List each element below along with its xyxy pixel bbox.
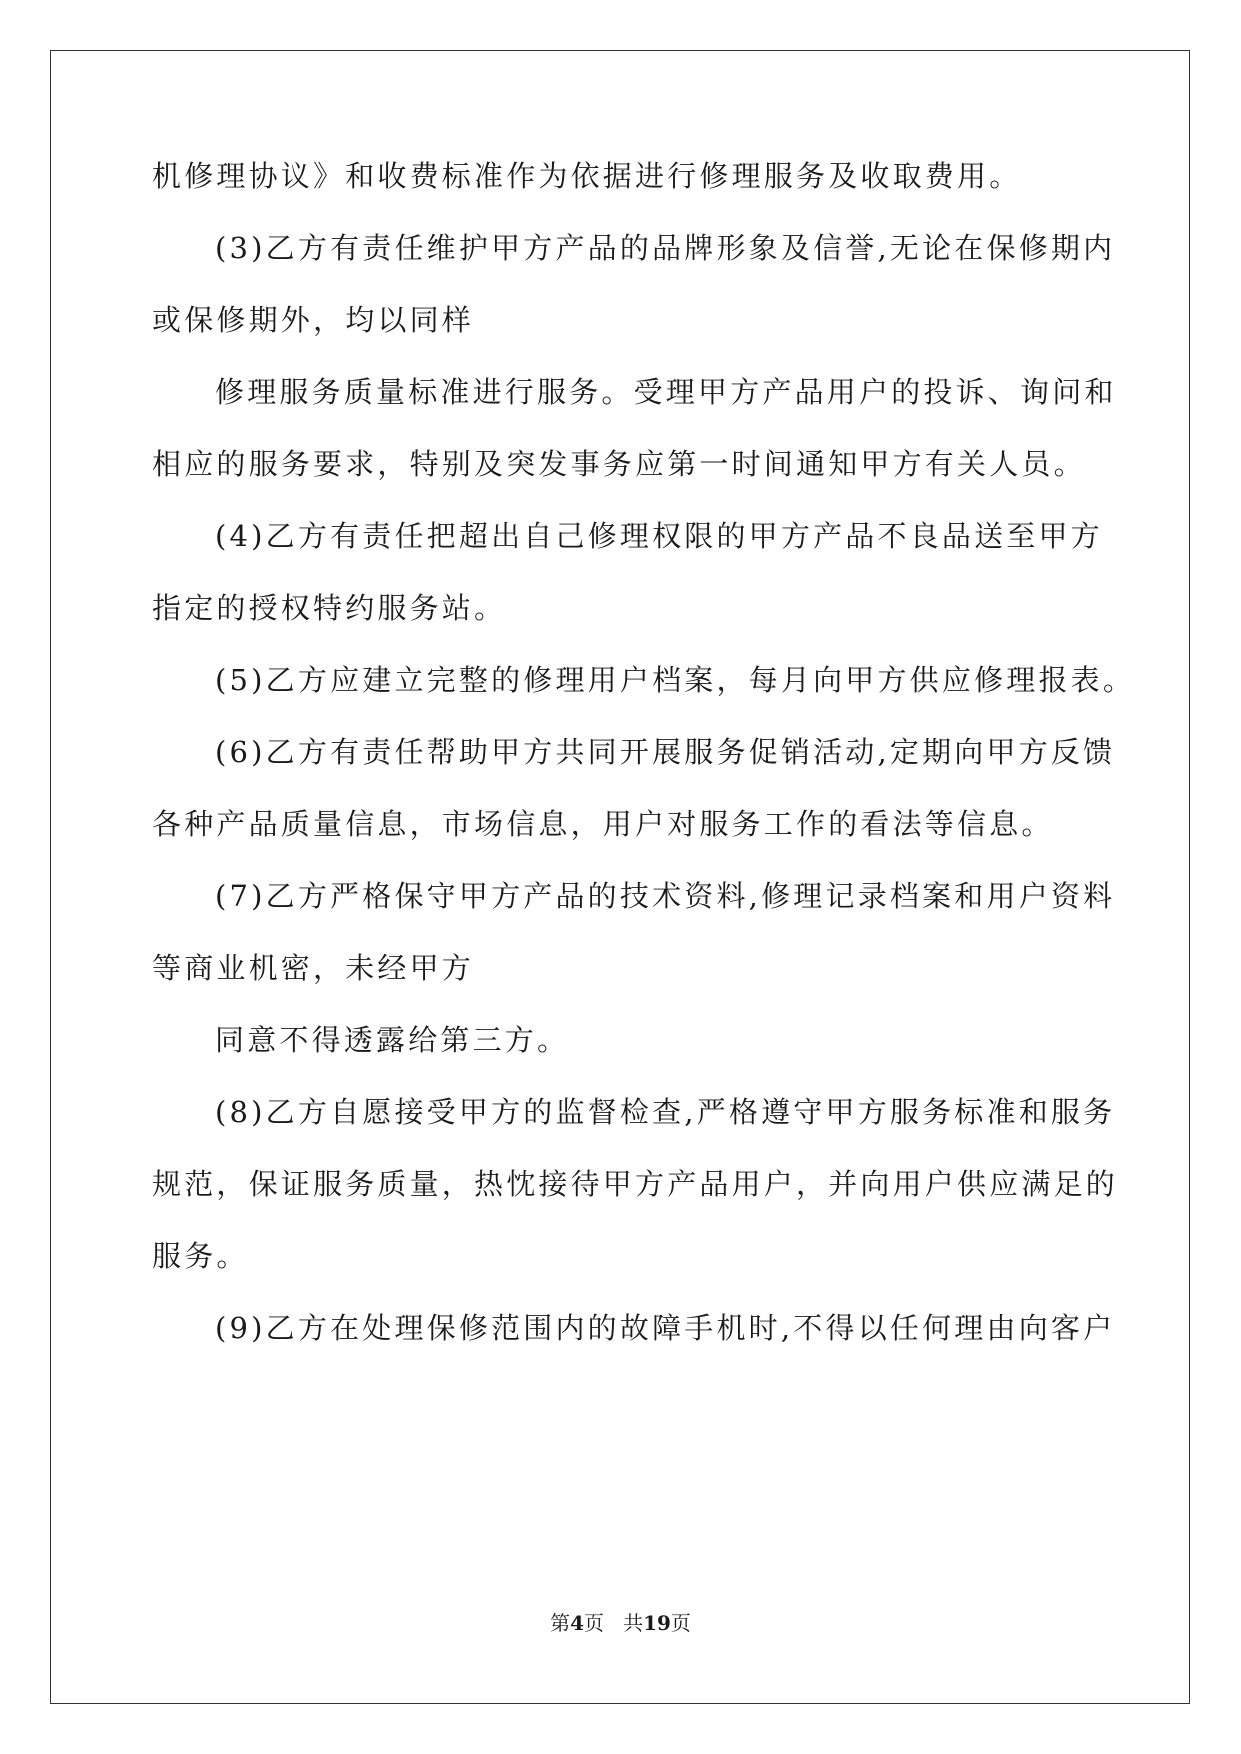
text-line: 规范，保证服务质量，热忱接待甲方产品用户，并向用户供应满足的 — [152, 1167, 1119, 1201]
text-line: 等商业机密，未经甲方 — [152, 951, 475, 985]
text-line: (9)乙方在处理保修范围内的故障手机时,不得以任何理由向客户 — [215, 1311, 1116, 1345]
total-prefix: 共 — [623, 1611, 644, 1635]
text-line: 各种产品质量信息，市场信息，用户对服务工作的看法等信息。 — [152, 807, 1054, 841]
total-suffix: 页 — [670, 1611, 691, 1635]
page-border — [50, 50, 1190, 1704]
text-line: (8)乙方自愿接受甲方的监督检查,严格遵守甲方服务标准和服务 — [215, 1095, 1116, 1129]
text-line: (3)乙方有责任维护甲方产品的品牌形象及信誉,无论在保修期内 — [215, 231, 1116, 265]
text-line: (7)乙方严格保守甲方产品的技术资料,修理记录档案和用户资料 — [215, 879, 1116, 913]
text-line: 机修理协议》和收费标准作为依据进行修理服务及收取费用。 — [152, 159, 1022, 193]
text-line: 指定的授权特约服务站。 — [152, 591, 507, 625]
text-line: 修理服务质量标准进行服务。受理甲方产品用户的投诉、询问和 — [215, 375, 1117, 409]
text-line: (5)乙方应建立完整的修理用户档案，每月向甲方供应修理报表。 — [215, 663, 1136, 697]
total-pages: 19 — [643, 1611, 671, 1635]
page-footer — [0, 1610, 1241, 1636]
text-line: 或保修期外，均以同样 — [152, 303, 475, 337]
text-line: 同意不得透露给第三方。 — [215, 1023, 570, 1057]
text-line: 服务。 — [152, 1239, 249, 1273]
page-number: 4 — [570, 1611, 584, 1635]
text-line: 相应的服务要求，特别及突发事务应第一时间通知甲方有关人员。 — [152, 447, 1086, 481]
text-line: (4)乙方有责任把超出自己修理权限的甲方产品不良品送至甲方 — [215, 519, 1103, 553]
text-line: (6)乙方有责任帮助甲方共同开展服务促销活动,定期向甲方反馈 — [215, 735, 1116, 769]
page-suffix: 页 — [584, 1611, 604, 1635]
page-prefix: 第 — [550, 1611, 571, 1635]
